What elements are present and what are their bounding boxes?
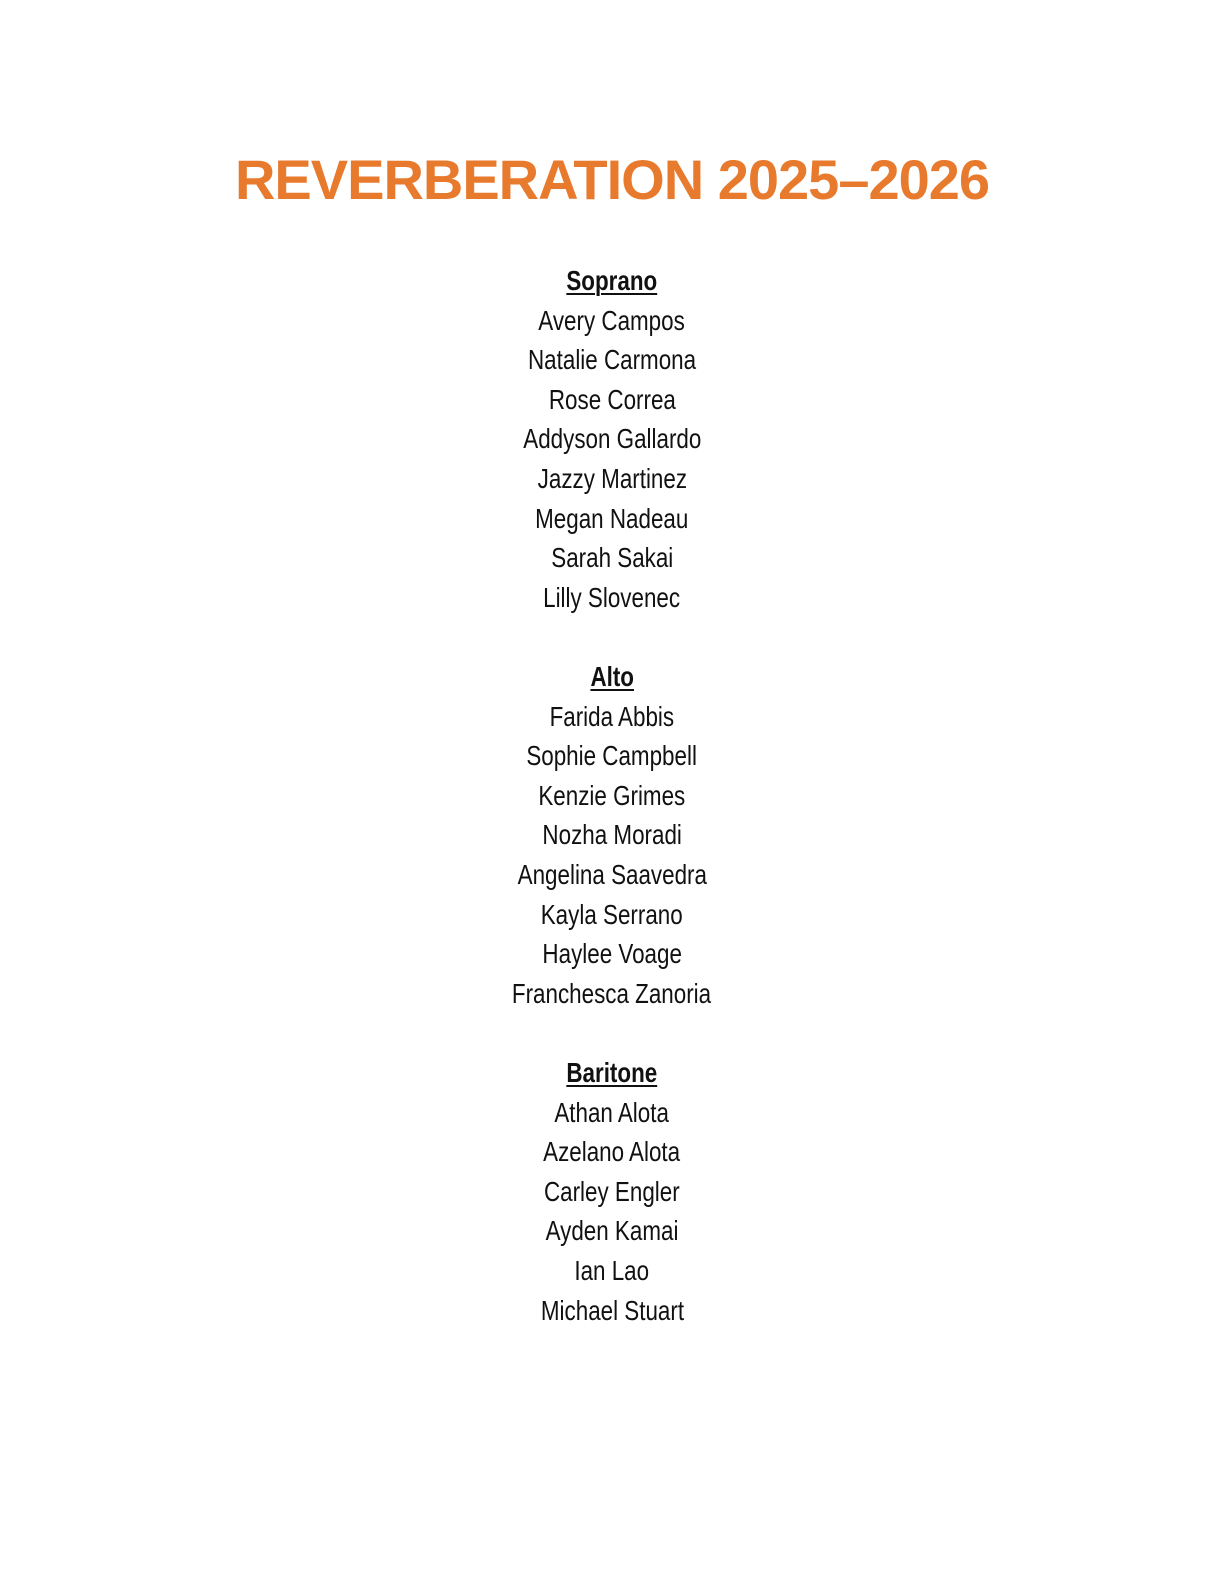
list-item: Jazzy Martinez	[537, 462, 687, 494]
list-item: Ayden Kamai	[545, 1215, 679, 1247]
member-list-soprano	[0, 301, 1224, 618]
list-item: Azelano Alota	[543, 1136, 681, 1168]
list-item: Kenzie Grimes	[538, 779, 686, 811]
list-item: Natalie Carmona	[527, 344, 697, 376]
list-item: Ian Lao	[574, 1254, 650, 1286]
list-item: Addyson Gallardo	[522, 423, 702, 455]
section-heading-baritone: Baritone	[566, 1057, 658, 1088]
list-item: Nozha Moradi	[542, 819, 682, 851]
list-item: Megan Nadeau	[535, 502, 689, 534]
list-item: Haylee Voage	[542, 938, 682, 970]
list-item: Sophie Campbell	[526, 740, 698, 772]
section-soprano	[0, 261, 1224, 617]
list-item: Kayla Serrano	[541, 898, 683, 930]
member-list-baritone	[0, 1093, 1224, 1331]
list-item: Avery Campos	[538, 304, 686, 336]
list-item: Michael Stuart	[540, 1294, 684, 1326]
list-item: Lilly Slovenec	[543, 581, 681, 613]
section-baritone	[0, 1053, 1224, 1330]
list-item: Franchesca Zanoria	[512, 977, 712, 1009]
member-list-alto	[0, 697, 1224, 1014]
list-item: Sarah Sakai	[550, 542, 674, 574]
document-title: REVERBERATION 2025–2026	[234, 148, 990, 211]
list-item: Rose Correa	[548, 383, 676, 415]
list-item: Farida Abbis	[549, 700, 675, 732]
section-heading-alto: Alto	[590, 661, 634, 692]
list-item: Athan Alota	[554, 1096, 670, 1128]
section-alto	[0, 657, 1224, 1013]
list-item: Carley Engler	[544, 1175, 680, 1207]
section-heading-soprano: Soprano	[566, 265, 658, 296]
list-item: Angelina Saavedra	[517, 858, 707, 890]
